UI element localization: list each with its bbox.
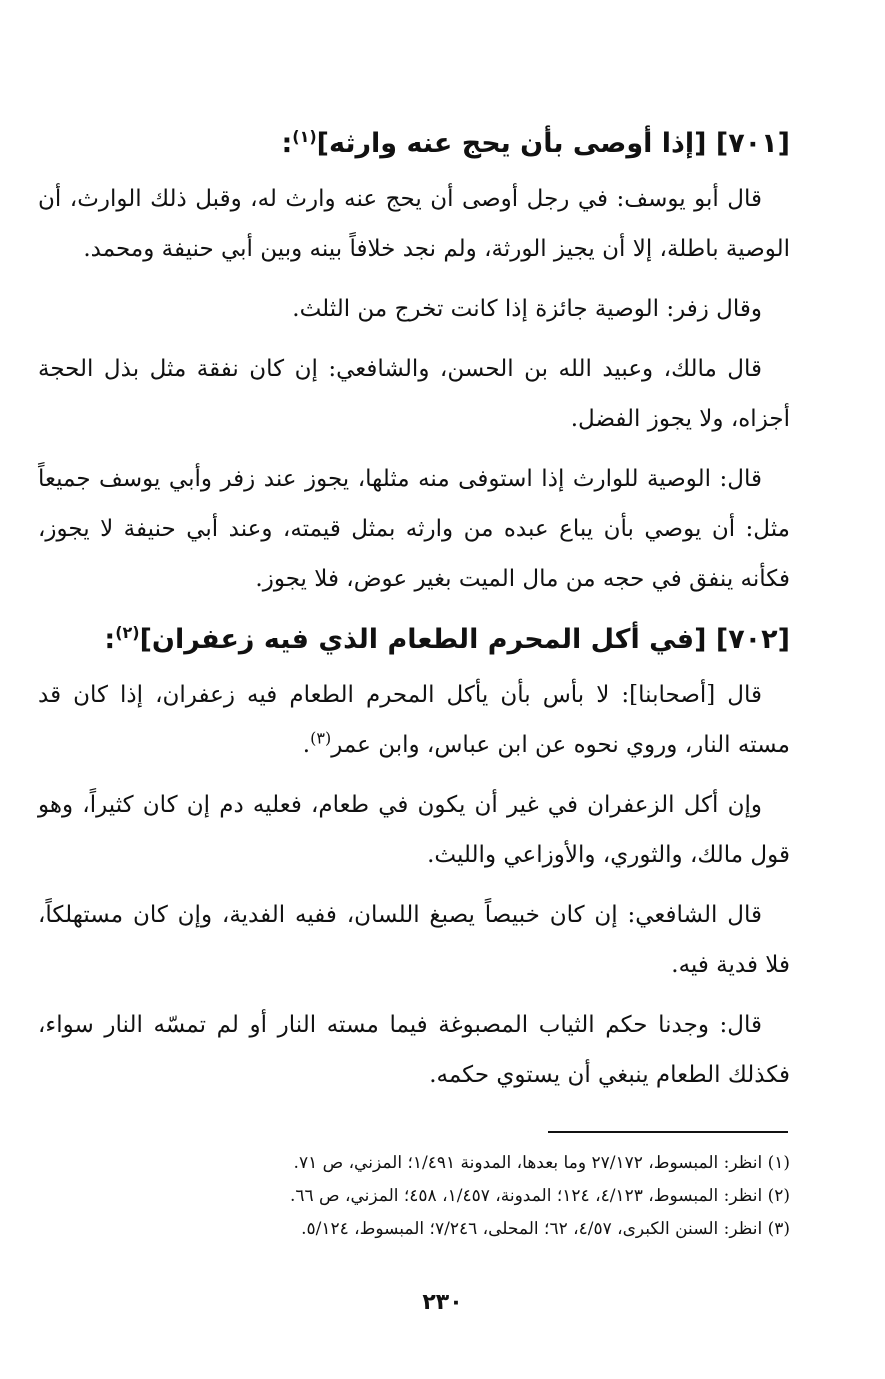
paragraph: قال الشافعي: إن كان خبيصاً يصبغ اللسان، ففيه الفدية، وإن كان مستهلكاً، فلا فدية فيه. [38, 902, 790, 978]
page-number: ٢٣٠ [422, 1290, 463, 1315]
paragraph-text: قال [أصحابنا]: لا بأس بأن يأكل المحرم الطعام فيه زعفران، إذا كان قد مسته النار، وروي نحوه عن ابن عباس، وابن عمر [38, 682, 790, 758]
paragraph: قال مالك، وعبيد الله بن الحسن، والشافعي: إن كان نفقة مثل بذل الحجة أجزاه، ولا يجوز الفضل. [38, 356, 790, 432]
paragraph: وقال زفر: الوصية جائزة إذا كانت تخرج من الثلث. [292, 296, 762, 322]
paragraph-end: . [302, 732, 311, 758]
paragraph: قال أبو يوسف: في رجل أوصى أن يحج عنه وارث له، وقبل ذلك الوارث، أن الوصية باطلة، إلا أن يجيز الورثة، ولم نجد خلافاً بينه وبين أبي حنيفة ومحمد. [38, 186, 790, 262]
heading-colon: : [104, 624, 116, 655]
footnote-3: (٣) انظر: السنن الكبرى، ٤/٥٧، ٦٢؛ المحلى، ٧/٢٤٦؛ المبسوط، ٥/١٢٤. [301, 1219, 790, 1239]
footnote-ref-2: (٢) [115, 623, 140, 642]
section-heading-702 [38, 614, 790, 666]
paragraph: قال: وجدنا حكم الثياب المصبوغة فيما مسته النار أو لم تمسّه النار سواء، فكذلك الطعام ينبغي أن يستوي حكمه. [38, 1012, 790, 1088]
paragraph: وإن أكل الزعفران في غير أن يكون في طعام، فعليه دم إن كان كثيراً، وهو قول مالك، والثوري، والأوزاعي والليث. [38, 792, 790, 868]
paragraph [38, 670, 790, 770]
footnote-1: (١) انظر: المبسوط، ٢٧/١٧٢ وما بعدها، المدونة ١/٤٩١؛ المزني، ص ٧١. [293, 1153, 790, 1173]
paragraph: قال: الوصية للوارث إذا استوفى منه مثلها، يجوز عند زفر وأبي يوسف جميعاً مثل: أن يوصي بأن يباع عبده من وارثه بمثل قيمته، وعند أبي حنيفة لا يجوز، فكأنه ينفق في حجه من مال الميت بغير عوض، فلا يجوز. [38, 466, 790, 592]
footnotes [110, 1147, 790, 1246]
heading-colon: : [281, 128, 293, 159]
footnote-divider [548, 1131, 788, 1133]
section-heading-701-text: [٧٠١] [إذا أوصى بأن يحج عنه وارثه] [316, 128, 790, 159]
footnote-ref-3: (٣) [310, 728, 332, 748]
section-heading-701 [38, 118, 790, 170]
footnote-2: (٢) انظر: المبسوط، ٤/١٢٣، ١٢٤؛ المدونة، ١/٤٥٧، ٤٥٨؛ المزني، ص ٦٦. [289, 1186, 790, 1206]
section-heading-702-text: [٧٠٢] [في أكل المحرم الطعام الذي فيه زعفران] [139, 624, 790, 655]
footnote-ref-1: (١) [292, 127, 317, 146]
page-body [38, 118, 790, 1110]
